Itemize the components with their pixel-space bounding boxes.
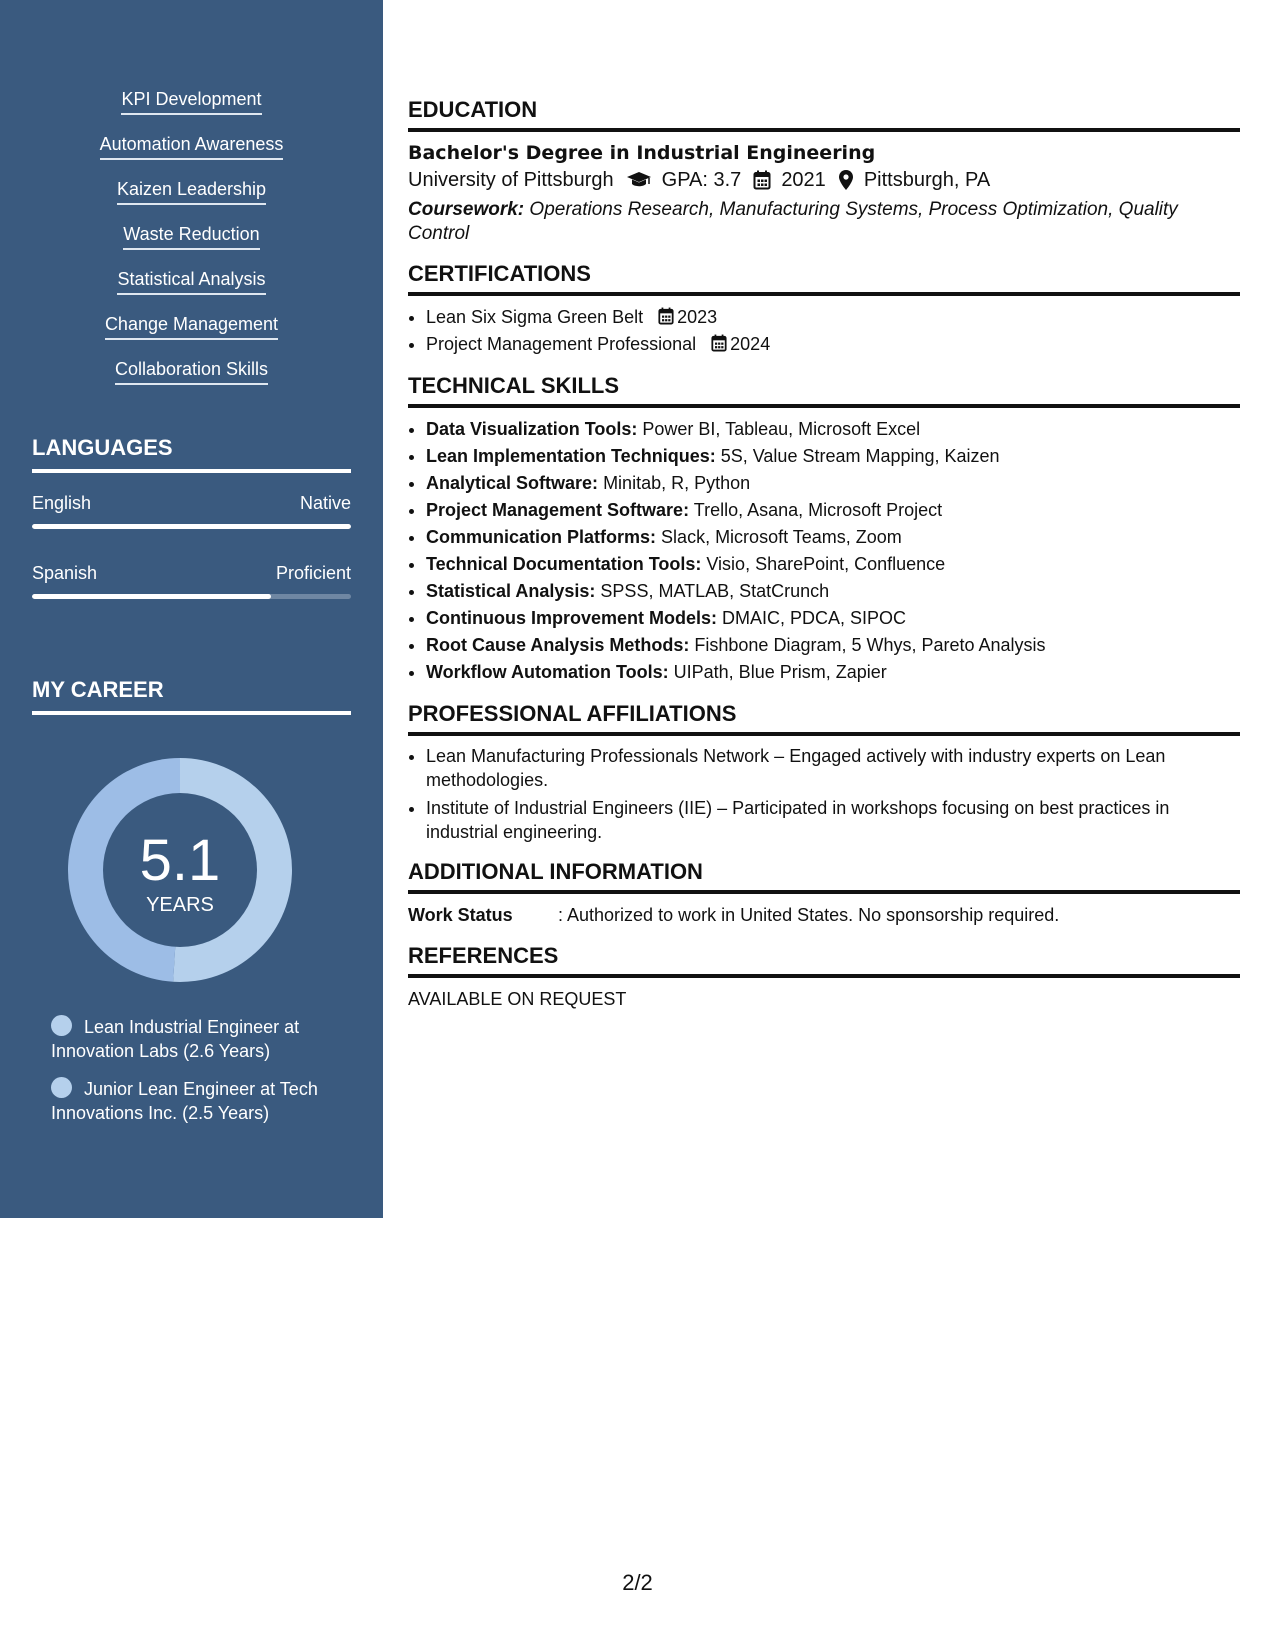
page-number: 2/2 (622, 1570, 653, 1595)
career-item (51, 1077, 351, 1125)
skill-link[interactable]: Collaboration Skills (115, 356, 268, 385)
work-status-value: : Authorized to work in United States. No sponsorship required. (558, 905, 1060, 925)
certifications-section (408, 260, 1240, 358)
skill-values: UIPath, Blue Prism, Zapier (673, 662, 887, 682)
skill-values: 5S, Value Stream Mapping, Kaizen (720, 446, 1000, 466)
skill-category: Communication Platforms: (426, 527, 657, 547)
skill-link[interactable]: Statistical Analysis (117, 266, 265, 295)
school-location: Pittsburgh, PA (863, 169, 991, 191)
education-heading: EDUCATION (408, 96, 1240, 132)
language-name: English (32, 493, 92, 513)
skill-values: DMAIC, PDCA, SIPOC (722, 608, 907, 628)
technical-skills-list (408, 416, 1240, 686)
skill-category: Continuous Improvement Models: (426, 608, 718, 628)
coursework-text: Operations Research, Manufacturing Systems, Process Optimization, Quality Control (408, 199, 1178, 244)
skill-link[interactable]: Automation Awareness (100, 131, 284, 160)
technical-skills-heading: TECHNICAL SKILLS (408, 372, 1240, 408)
location-pin-icon (838, 169, 854, 191)
certification-date (658, 307, 717, 327)
school-name: University of Pittsburgh (408, 169, 614, 191)
education-details (408, 166, 1240, 194)
career-total-value: 5.1 (139, 828, 221, 893)
skill-item (0, 266, 383, 311)
certifications-list (408, 304, 1240, 358)
certification-name: Project Management Professional (426, 334, 697, 354)
language-bar-fill (32, 594, 271, 599)
gpa: GPA: 3.7 (661, 169, 742, 191)
affiliations-section (408, 700, 1240, 844)
main-content (408, 96, 1240, 1026)
certification-item (426, 304, 1240, 331)
skill-values: Slack, Microsoft Teams, Zoom (661, 527, 902, 547)
references-text: AVAILABLE ON REQUEST (408, 989, 627, 1009)
career-total-unit: YEARS (146, 894, 214, 916)
skills-list (0, 86, 383, 401)
calendar-icon (753, 170, 771, 190)
affiliation-item: • Institute of Industrial Engineers (IIE) – Participated in workshops focusing on best practices in industrial engineering. (426, 796, 1240, 844)
skill-category: Analytical Software: (426, 473, 599, 493)
skill-item (0, 131, 383, 176)
career-legend (51, 1015, 351, 1139)
skill-link[interactable]: Change Management (105, 311, 278, 340)
skill-row (426, 497, 1240, 524)
language-bar (32, 524, 351, 529)
degree-title: Bachelor's Degree in Industrial Engineering (408, 142, 876, 164)
career-heading: MY CAREER (32, 676, 351, 715)
skill-category: Root Cause Analysis Methods: (426, 635, 690, 655)
graduation-year: 2021 (781, 169, 826, 191)
language-bar-fill (32, 524, 351, 529)
career-item-text: Junior Lean Engineer at Tech Innovations Inc. (2.5 Years) (51, 1079, 318, 1123)
certification-item (426, 331, 1240, 358)
affiliation-item: • Lean Manufacturing Professionals Network – Engaged actively with industry experts on Lean methodologies. (426, 744, 1240, 792)
skill-category: Statistical Analysis: (426, 581, 596, 601)
calendar-icon (658, 307, 674, 325)
skill-row (426, 605, 1240, 632)
skill-item (0, 221, 383, 266)
career-donut-chart (60, 750, 300, 990)
skill-category: Workflow Automation Tools: (426, 662, 669, 682)
skill-category: Data Visualization Tools: (426, 419, 638, 439)
certifications-heading: CERTIFICATIONS (408, 260, 1240, 296)
language-bar (32, 594, 351, 599)
graduation-cap-icon (626, 170, 652, 190)
certification-year: 2024 (730, 334, 771, 354)
education-section (408, 96, 1240, 246)
certification-date (711, 334, 770, 354)
language-name: Spanish (32, 563, 98, 583)
skill-link[interactable]: KPI Development (121, 86, 261, 115)
skill-row (426, 524, 1240, 551)
skill-category: Project Management Software: (426, 500, 690, 520)
calendar-icon (711, 334, 727, 352)
legend-dot-icon (51, 1015, 72, 1036)
skill-item (0, 86, 383, 131)
skill-values: Visio, SharePoint, Confluence (706, 554, 946, 574)
skill-values: Fishbone Diagram, 5 Whys, Pareto Analysis (694, 635, 1046, 655)
skill-row (426, 578, 1240, 605)
skill-item (0, 311, 383, 356)
skill-row (426, 551, 1240, 578)
skill-values: Trello, Asana, Microsoft Project (693, 500, 943, 520)
skill-category: Lean Implementation Techniques: (426, 446, 716, 466)
skill-link[interactable]: Waste Reduction (123, 221, 259, 250)
work-status-label: Work Status (408, 905, 513, 925)
language-level: Proficient (275, 563, 351, 583)
skill-row (426, 416, 1240, 443)
technical-skills-section (408, 372, 1240, 686)
skill-values: SPSS, MATLAB, StatCrunch (600, 581, 830, 601)
coursework-label: Coursework: (408, 199, 525, 220)
skill-values: Power BI, Tableau, Microsoft Excel (642, 419, 921, 439)
certification-year: 2023 (677, 307, 718, 327)
skill-row (426, 659, 1240, 686)
skill-category: Technical Documentation Tools: (426, 554, 702, 574)
references-section (408, 942, 1240, 1012)
coursework (408, 198, 1240, 246)
skill-link[interactable]: Kaizen Leadership (117, 176, 266, 205)
certification-name: Lean Six Sigma Green Belt (426, 307, 644, 327)
additional-info-section (408, 858, 1240, 928)
work-status-row (408, 902, 1240, 928)
affiliations-heading: PROFESSIONAL AFFILIATIONS (408, 700, 1240, 736)
additional-info-heading: ADDITIONAL INFORMATION (408, 858, 1240, 894)
skill-row (426, 632, 1240, 659)
languages-heading: LANGUAGES (32, 434, 351, 473)
sidebar (0, 0, 383, 1218)
skill-item (0, 176, 383, 221)
affiliations-list (408, 744, 1240, 844)
skill-values: Minitab, R, Python (603, 473, 751, 493)
legend-dot-icon (51, 1077, 72, 1098)
skill-row (426, 443, 1240, 470)
references-heading: REFERENCES (408, 942, 1240, 978)
skill-row (426, 470, 1240, 497)
skill-item (0, 356, 383, 401)
career-item (51, 1015, 351, 1063)
language-level: Native (299, 493, 351, 513)
career-item-text: Lean Industrial Engineer at Innovation Labs (2.6 Years) (51, 1017, 300, 1061)
